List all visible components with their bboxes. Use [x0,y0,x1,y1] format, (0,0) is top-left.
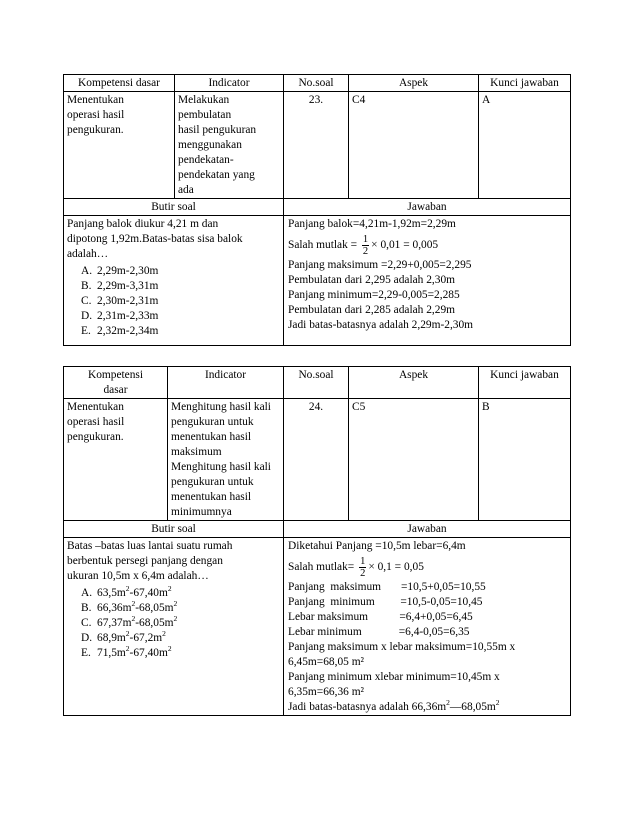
answer-line: 6,45m=68,05 m² [288,656,364,668]
indicator-cell [175,92,284,199]
indicator-line: ada [178,184,194,196]
label-row [64,199,571,216]
indicator-line: Menghitung hasil kali [171,461,271,473]
option-a: A. 2,29m-2,30m [81,265,159,277]
question-cell [64,538,284,716]
answer-line: Lebar minimum =6,4-0,05=6,35 [288,626,470,638]
kunci-cell: B [479,399,571,521]
answer-line: 6,35m=66,36 m² [288,686,364,698]
indicator-line: Melakukan [178,94,230,106]
indicator-line: maksimum [171,446,222,458]
answer-line: Panjang minimum=2,29-0,005=2,285 [288,289,460,301]
header-row [64,367,571,399]
kompetensi-cell [64,399,168,521]
options-list [67,264,280,339]
header-aspek: Aspek [349,367,479,399]
header-indicator: Indicator [168,367,284,399]
option-b: B. $66,36m^2-68,05m^2$ [81,599,178,614]
question-line: dipotong 1,92m.Batas-batas sisa balok [67,233,243,245]
answer-line: Jadi batas-batasnya adalah 2,29m-2,30m [288,319,474,331]
indicator-line: pendekatan- [178,154,234,166]
question-line: ukuran 10,5m x 6,4m adalah… [67,570,209,582]
aspek-cell: C4 [349,92,479,199]
fraction: $\frac{1}{2}$ [360,555,366,579]
option-d: D. 2,31m-2,33m [81,310,159,322]
answer-line: Panjang maksimum =10,5+0,05=10,55 [288,581,486,593]
jawaban-label: Jawaban [284,199,571,216]
kunci-cell: A [479,92,571,199]
answer-line: Panjang minimum xlebar minimum=10,45m x [288,671,500,683]
question-table-23 [63,74,571,346]
salah-mutlak-line: Salah mutlak= $\frac{1}{2}$ × 0,1 = 0,05 [288,555,424,579]
answer-line: Panjang maksimum =2,29+0,005=2,295 [288,259,472,271]
kompetensi-cell [64,92,175,199]
header-no-soal: No.soal [284,367,349,399]
kompetensi-line: operasi hasil [67,416,125,428]
answer-line: Panjang maksimum x lebar maksimum=10,55m x [288,641,516,653]
indicator-line: minimumnya [171,506,232,518]
option-e: E. 2,32m-2,34m [81,325,159,337]
aspek-cell: C5 [349,399,479,521]
header-kunci: Kunci jawaban [479,75,571,92]
kompetensi-line: pengukuran. [67,124,124,136]
answer-cell [284,216,571,346]
indicator-line: menentukan hasil [171,491,252,503]
option-e: E. $71,5m^2-67,40m^2$ [81,644,172,659]
question-line: Batas –batas luas lantai suatu rumah [67,540,233,552]
header-kompetensi: Kompetensi dasar [64,367,168,399]
kompetensi-line: operasi hasil [67,109,125,121]
salah-mutlak-line: Salah mutlak = $\frac{1}{2}$ × 0,01 = 0,005 [288,233,439,257]
indicator-cell [168,399,284,521]
answer-line: Diketahui Panjang =10,5m lebar=6,4m [288,540,466,552]
option-a: A. $63,5m^2-67,40m^2$ [81,584,172,599]
info-row [64,399,571,521]
option-b: B. 2,29m-3,31m [81,280,159,292]
question-table-24 [63,366,571,716]
option-c: C. 2,30m-2,31m [81,295,159,307]
fraction: $\frac{1}{2}$ [362,233,369,257]
answer-line: Lebar maksimum =6,4+0,05=6,45 [288,611,473,623]
question-line: Panjang balok diukur 4,21 m dan [67,218,219,230]
indicator-line: pembulatan [178,109,232,121]
content-row [64,538,571,716]
answer-cell [284,538,571,716]
answer-line: Pembulatan dari 2,295 adalah 2,30m [288,274,456,286]
question-line: adalah… [67,248,109,260]
indicator-line: pendekatan yang [178,169,255,181]
question-line: berbentuk persegi panjang dengan [67,555,223,567]
info-row [64,92,571,199]
indicator-line: menentukan hasil [171,431,252,443]
butir-soal-label: Butir soal [64,521,284,538]
indicator-line: hasil pengukuran [178,124,257,136]
header-kunci: Kunci jawaban [479,367,571,399]
header-kompetensi: Kompetensi dasar [64,75,175,92]
content-row [64,216,571,346]
answer-line: Pembulatan dari 2,285 adalah 2,29m [288,304,456,316]
answer-line: Panjang balok=4,21m-1,92m=2,29m [288,218,456,230]
butir-soal-label: Butir soal [64,199,284,216]
indicator-line: pengukuran untuk [171,476,254,488]
options-list [67,586,280,661]
no-soal-cell: 24. [284,399,349,521]
header-no-soal: No.soal [284,75,349,92]
jawaban-label: Jawaban [284,521,571,538]
header-row [64,75,571,92]
kompetensi-line: Menentukan [67,401,124,413]
indicator-line: Menghitung hasil kali [171,401,271,413]
no-soal-cell: 23. [284,92,349,199]
option-d: D. $68,9m^2-67,2m^2$ [81,629,166,644]
indicator-line: pengukuran untuk [171,416,254,428]
header-indicator: Indicator [175,75,284,92]
kompetensi-line: pengukuran. [67,431,124,443]
answer-conclusion: Jadi batas-batasnya adalah $66,36m^2—68,05m^2$ [288,698,500,713]
kompetensi-line: Menentukan [67,94,124,106]
option-c: C. $67,37m^2-68,05m^2$ [81,614,178,629]
header-aspek: Aspek [349,75,479,92]
answer-line: Panjang minimum =10,5-0,05=10,45 [288,596,483,608]
indicator-line: menggunakan [178,139,242,151]
label-row [64,521,571,538]
question-cell [64,216,284,346]
